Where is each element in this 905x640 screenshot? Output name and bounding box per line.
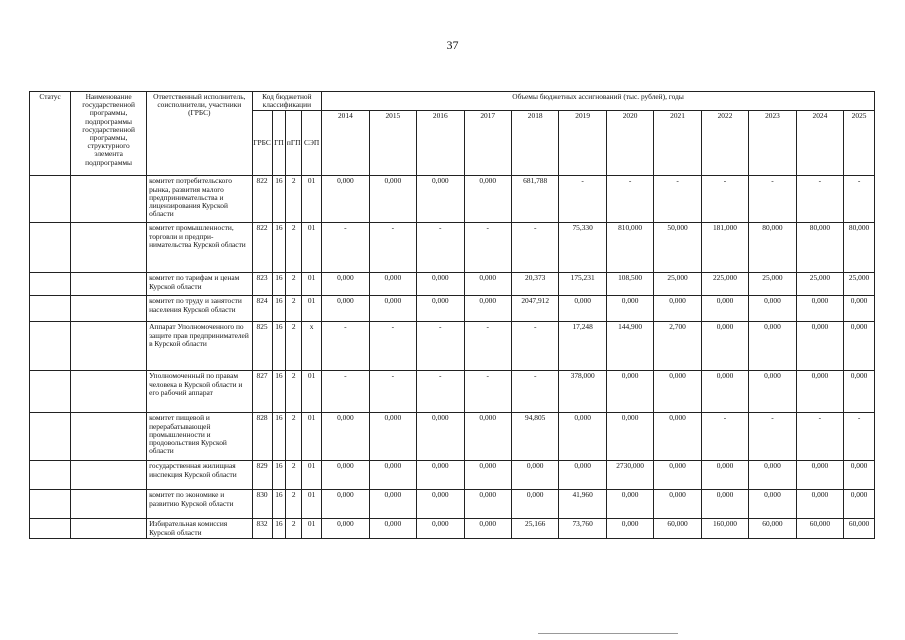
value-cell: 0,000 [322, 296, 369, 322]
value-cell: 0,000 [606, 519, 653, 539]
status-cell [30, 176, 71, 223]
budget-table [29, 91, 875, 539]
value-cell: 50,000 [654, 223, 701, 273]
table-row [30, 490, 875, 519]
value-cell: 144,900 [606, 322, 653, 371]
code-cell: 16 [272, 461, 286, 490]
executor-cell: государственная жилищная инспекция Курской области [147, 461, 252, 490]
code-cell: 2 [286, 223, 302, 273]
value-cell: 0,000 [606, 413, 653, 461]
value-cell: 0,000 [749, 371, 796, 413]
code-cell: 829 [252, 461, 272, 490]
value-cell: 0,000 [464, 490, 511, 519]
code-cell: 824 [252, 296, 272, 322]
code-cell: 01 [302, 296, 322, 322]
value-cell: 810,000 [606, 223, 653, 273]
status-cell [30, 371, 71, 413]
value-cell: 0,000 [749, 461, 796, 490]
value-cell: 0,000 [606, 490, 653, 519]
value-cell: 0,000 [369, 461, 416, 490]
value-cell: 175,231 [559, 273, 606, 296]
header-code-gp: ГП [272, 111, 286, 176]
value-cell: - [511, 223, 558, 273]
value-cell: - [749, 413, 796, 461]
value-cell: 0,000 [606, 296, 653, 322]
code-cell: 01 [302, 461, 322, 490]
value-cell: 0,000 [369, 490, 416, 519]
header-name: Наименование государственной программы, подпрограммы государственной программы, структурного элемента подпрограммы [71, 92, 147, 176]
value-cell: 25,166 [511, 519, 558, 539]
value-cell: - [701, 413, 748, 461]
value-cell: 0,000 [654, 490, 701, 519]
value-cell: 0,000 [654, 296, 701, 322]
value-cell: 0,000 [464, 273, 511, 296]
table-row [30, 176, 875, 223]
code-cell: 01 [302, 371, 322, 413]
executor-cell: комитет по экономике и развитию Курской области [147, 490, 252, 519]
name-cell [71, 322, 147, 371]
value-cell: 0,000 [464, 519, 511, 539]
code-cell: 827 [252, 371, 272, 413]
value-cell: 0,000 [559, 461, 606, 490]
value-cell: 0,000 [796, 490, 843, 519]
value-cell: 0,000 [701, 371, 748, 413]
value-cell: - [369, 322, 416, 371]
value-cell: 0,000 [369, 273, 416, 296]
value-cell: 80,000 [844, 223, 875, 273]
header-status: Статус [30, 92, 71, 176]
value-cell: 225,000 [701, 273, 748, 296]
code-cell: 2 [286, 273, 302, 296]
value-cell: - [322, 223, 369, 273]
value-cell: - [464, 223, 511, 273]
value-cell: 60,000 [749, 519, 796, 539]
code-cell: 01 [302, 273, 322, 296]
table-row [30, 322, 875, 371]
page-number: 37 [446, 38, 459, 52]
code-cell: 16 [272, 371, 286, 413]
header-year: 2016 [417, 111, 464, 176]
executor-cell: Уполномоченный по правам человека в Курской области и его рабочий аппарат [147, 371, 252, 413]
status-cell [30, 490, 71, 519]
value-cell: 0,000 [559, 296, 606, 322]
bottom-rule [538, 633, 678, 634]
header-year: 2017 [464, 111, 511, 176]
status-cell [30, 296, 71, 322]
value-cell: - [464, 322, 511, 371]
value-cell: 0,000 [464, 461, 511, 490]
value-cell: - [796, 176, 843, 223]
executor-cell: комитет по труду и занятости населения Курской области [147, 296, 252, 322]
code-cell: 2 [286, 176, 302, 223]
value-cell: 2730,000 [606, 461, 653, 490]
value-cell: 25,000 [844, 273, 875, 296]
value-cell: 75,330 [559, 223, 606, 273]
value-cell: 17,248 [559, 322, 606, 371]
value-cell: - [844, 176, 875, 223]
code-cell: 2 [286, 519, 302, 539]
table-body [30, 176, 875, 539]
header-year: 2024 [796, 111, 843, 176]
header-executor: Ответственный исполнитель, соисполнители, участники (ГРБС) [147, 92, 252, 176]
value-cell: 60,000 [844, 519, 875, 539]
value-cell: 0,000 [701, 461, 748, 490]
code-cell: 01 [302, 223, 322, 273]
status-cell [30, 519, 71, 539]
code-cell: 16 [272, 413, 286, 461]
value-cell: 0,000 [511, 490, 558, 519]
value-cell: 0,000 [844, 461, 875, 490]
code-cell: 16 [272, 223, 286, 273]
status-cell [30, 322, 71, 371]
value-cell: 160,000 [701, 519, 748, 539]
name-cell [71, 223, 147, 273]
name-cell [71, 461, 147, 490]
value-cell: 0,000 [749, 296, 796, 322]
table-row [30, 223, 875, 273]
value-cell: 181,000 [701, 223, 748, 273]
value-cell: 0,000 [417, 519, 464, 539]
value-cell: - [654, 176, 701, 223]
name-cell [71, 519, 147, 539]
value-cell: 0,000 [464, 176, 511, 223]
value-cell: 0,000 [322, 176, 369, 223]
value-cell: - [511, 322, 558, 371]
table-row [30, 273, 875, 296]
value-cell: 0,000 [322, 519, 369, 539]
value-cell: 0,000 [464, 413, 511, 461]
code-cell: 822 [252, 223, 272, 273]
table-header [30, 92, 875, 176]
value-cell: 0,000 [749, 322, 796, 371]
code-cell: 16 [272, 273, 286, 296]
value-cell: 20,373 [511, 273, 558, 296]
value-cell: 0,000 [844, 371, 875, 413]
value-cell: 0,000 [417, 490, 464, 519]
code-cell: 2 [286, 413, 302, 461]
table-row [30, 413, 875, 461]
value-cell: 0,000 [701, 322, 748, 371]
executor-cell: комитет промышленности, торговли и предпри-нимательства Курской области [147, 223, 252, 273]
header-year: 2021 [654, 111, 701, 176]
name-cell [71, 371, 147, 413]
header-code-grbs: ГРБС [252, 111, 272, 176]
code-cell: 16 [272, 490, 286, 519]
executor-cell: комитет пищевой и перерабатывающей промышленности и продовольствия Курской области [147, 413, 252, 461]
header-year: 2019 [559, 111, 606, 176]
value-cell: 0,000 [796, 371, 843, 413]
value-cell: 0,000 [511, 461, 558, 490]
table-row [30, 461, 875, 490]
value-cell: 41,960 [559, 490, 606, 519]
value-cell: 0,000 [701, 296, 748, 322]
value-cell: 80,000 [749, 223, 796, 273]
value-cell: 80,000 [796, 223, 843, 273]
value-cell: 0,000 [796, 461, 843, 490]
name-cell [71, 490, 147, 519]
status-cell [30, 413, 71, 461]
executor-cell: комитет потребительского рынка, развития малого предпринимательства и лицензирования Курской области [147, 176, 252, 223]
table-row [30, 519, 875, 539]
value-cell: 0,000 [417, 461, 464, 490]
value-cell: 108,500 [606, 273, 653, 296]
header-volumes: Объемы бюджетных ассигнований (тыс. рублей), годы [322, 92, 875, 111]
status-cell [30, 461, 71, 490]
value-cell: 0,000 [417, 296, 464, 322]
code-cell: 2 [286, 461, 302, 490]
header-year: 2015 [369, 111, 416, 176]
code-cell: 2 [286, 490, 302, 519]
header-budget-code: Код бюджетной классификации [252, 92, 322, 111]
value-cell: - [417, 371, 464, 413]
value-cell: - [701, 176, 748, 223]
value-cell: 0,000 [606, 371, 653, 413]
value-cell: 0,000 [369, 176, 416, 223]
code-cell: 16 [272, 322, 286, 371]
code-cell: 825 [252, 322, 272, 371]
value-cell: 0,000 [796, 296, 843, 322]
value-cell: - [559, 176, 606, 223]
name-cell [71, 296, 147, 322]
header-year: 2018 [511, 111, 558, 176]
value-cell: 0,000 [749, 490, 796, 519]
value-cell: 0,000 [369, 296, 416, 322]
code-cell: 16 [272, 519, 286, 539]
status-cell [30, 223, 71, 273]
name-cell [71, 176, 147, 223]
name-cell [71, 273, 147, 296]
value-cell: 0,000 [322, 413, 369, 461]
status-cell [30, 273, 71, 296]
value-cell: 0,000 [654, 461, 701, 490]
value-cell: 0,000 [322, 273, 369, 296]
value-cell: 0,000 [369, 519, 416, 539]
value-cell: - [464, 371, 511, 413]
header-year: 2014 [322, 111, 369, 176]
code-cell: 823 [252, 273, 272, 296]
value-cell: 73,760 [559, 519, 606, 539]
value-cell: - [417, 322, 464, 371]
value-cell: - [369, 223, 416, 273]
value-cell: - [511, 371, 558, 413]
executor-cell: Аппарат Уполномоченного по защите прав предпринимателей в Курской области [147, 322, 252, 371]
header-year: 2022 [701, 111, 748, 176]
value-cell: 0,000 [417, 413, 464, 461]
value-cell: 25,000 [796, 273, 843, 296]
code-cell: 828 [252, 413, 272, 461]
value-cell: 25,000 [654, 273, 701, 296]
code-cell: 01 [302, 176, 322, 223]
value-cell: 0,000 [322, 490, 369, 519]
value-cell: 0,000 [796, 322, 843, 371]
name-cell [71, 413, 147, 461]
value-cell: 25,000 [749, 273, 796, 296]
value-cell: - [606, 176, 653, 223]
header-year: 2023 [749, 111, 796, 176]
value-cell: - [749, 176, 796, 223]
executor-cell: комитет по тарифам и ценам Курской области [147, 273, 252, 296]
value-cell: - [322, 322, 369, 371]
code-cell: 2 [286, 296, 302, 322]
value-cell: 378,000 [559, 371, 606, 413]
table-row [30, 371, 875, 413]
value-cell: 0,000 [654, 371, 701, 413]
executor-cell: Избирательная комиссия Курской области [147, 519, 252, 539]
code-cell: 01 [302, 413, 322, 461]
code-cell: х [302, 322, 322, 371]
code-cell: 16 [272, 176, 286, 223]
value-cell: - [369, 371, 416, 413]
value-cell: 2047,912 [511, 296, 558, 322]
value-cell: 0,000 [417, 176, 464, 223]
code-cell: 2 [286, 371, 302, 413]
header-code-sep: СЭП [302, 111, 322, 176]
value-cell: - [417, 223, 464, 273]
value-cell: - [322, 371, 369, 413]
value-cell: 0,000 [844, 322, 875, 371]
code-cell: 01 [302, 490, 322, 519]
value-cell: 0,000 [844, 490, 875, 519]
value-cell: 0,000 [701, 490, 748, 519]
value-cell: 60,000 [796, 519, 843, 539]
value-cell: - [796, 413, 843, 461]
code-cell: 01 [302, 519, 322, 539]
value-cell: 0,000 [464, 296, 511, 322]
value-cell: 0,000 [369, 413, 416, 461]
code-cell: 830 [252, 490, 272, 519]
code-cell: 822 [252, 176, 272, 223]
header-year: 2025 [844, 111, 875, 176]
value-cell: 0,000 [417, 273, 464, 296]
value-cell: 0,000 [322, 461, 369, 490]
value-cell: 0,000 [844, 296, 875, 322]
value-cell: 0,000 [559, 413, 606, 461]
value-cell: 0,000 [654, 413, 701, 461]
value-cell: 681,788 [511, 176, 558, 223]
code-cell: 2 [286, 322, 302, 371]
code-cell: 832 [252, 519, 272, 539]
value-cell: 94,805 [511, 413, 558, 461]
value-cell: - [844, 413, 875, 461]
code-cell: 16 [272, 296, 286, 322]
header-year: 2020 [606, 111, 653, 176]
table-row [30, 296, 875, 322]
value-cell: 2,700 [654, 322, 701, 371]
header-code-pgp: пГП [286, 111, 302, 176]
value-cell: 60,000 [654, 519, 701, 539]
